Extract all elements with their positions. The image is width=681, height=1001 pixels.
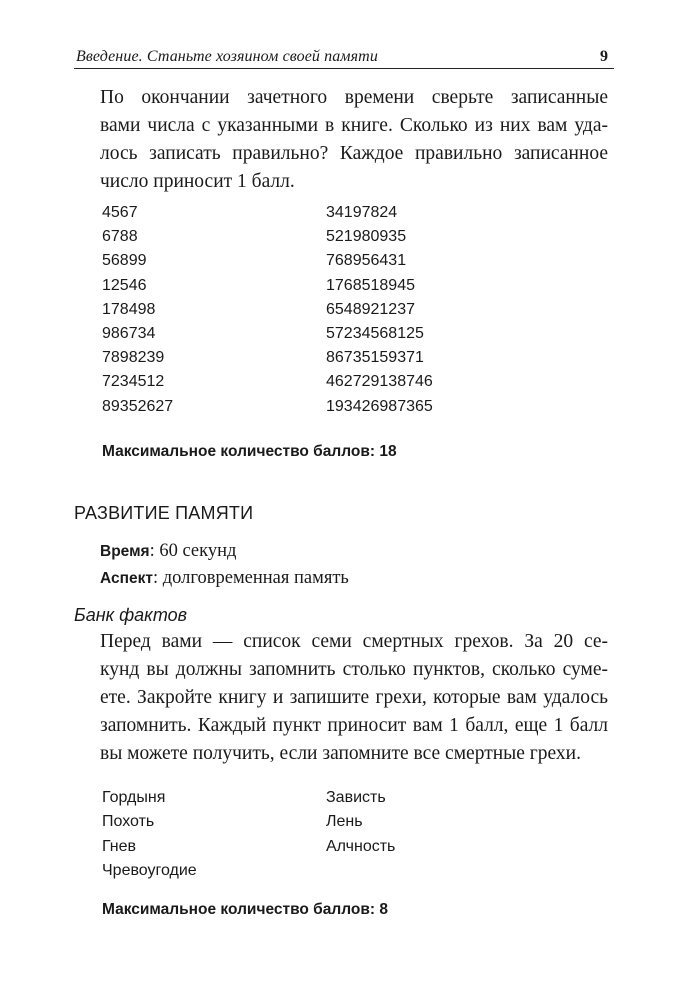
- sin-cell: Алчность: [326, 837, 396, 855]
- number-cell: 6548921237: [326, 300, 415, 318]
- paragraph-line: число приносит 1 балл.: [100, 171, 295, 192]
- sin-cell: Похоть: [102, 813, 155, 831]
- number-cell: 6788: [102, 228, 138, 246]
- sin-cell: Гнев: [102, 837, 136, 855]
- aspect-value: : долговременная память: [152, 568, 349, 588]
- time-value: : 60 секунд: [149, 541, 237, 561]
- number-cell: 57234568125: [326, 324, 424, 342]
- number-cell: 86735159371: [326, 349, 424, 367]
- paragraph-line: запомнить. Каждый пункт приносит вам 1 балл, еще 1 балл: [100, 715, 608, 736]
- table-row: [102, 838, 502, 862]
- number-cell: 986734: [102, 324, 156, 342]
- paragraph-line: вами числа с указанными в книге. Сколько из них вам уда-: [100, 115, 608, 136]
- number-cell: 56899: [102, 252, 147, 270]
- table-row: [102, 813, 502, 837]
- paragraph-line: кунд вы должны запомнить столько пунктов, сколько суме-: [100, 659, 608, 680]
- paragraph-line: По окончании зачетного времени сверьте записанные: [100, 87, 608, 108]
- numbers-table: [102, 204, 502, 422]
- number-cell: 462729138746: [326, 373, 433, 391]
- table-row: [102, 301, 502, 325]
- table-row: [102, 862, 502, 886]
- running-header: [74, 48, 614, 69]
- intro-paragraph: [100, 84, 608, 196]
- paragraph-line: Перед вами — список семи смертных грехов. За 20 се-: [100, 631, 608, 652]
- facts-paragraph: [100, 628, 608, 768]
- max-score-sins: Максимальное количество баллов: 8: [102, 901, 388, 918]
- number-cell: 178498: [102, 300, 156, 318]
- table-row: [102, 789, 502, 813]
- subsection-title: Банк фактов: [74, 605, 188, 625]
- number-cell: 521980935: [326, 228, 407, 246]
- time-line: [100, 540, 236, 562]
- time-label: Время: [100, 543, 150, 560]
- number-cell: 768956431: [326, 252, 407, 270]
- paragraph-line: вы можете получить, если запомните все смертные грехи.: [100, 743, 581, 764]
- sin-cell: Чревоугодие: [102, 861, 197, 879]
- table-row: [102, 277, 502, 301]
- number-cell: 89352627: [102, 397, 174, 415]
- paragraph-line: ете. Закройте книгу и запишите грехи, которые вам удалось: [100, 687, 608, 708]
- number-cell: 1768518945: [326, 276, 415, 294]
- running-title: Введение. Станьте хозяином своей памяти: [76, 48, 378, 65]
- number-cell: 4567: [102, 204, 138, 221]
- sin-cell: Лень: [326, 813, 363, 831]
- sin-cell: Зависть: [326, 789, 386, 806]
- table-row: [102, 398, 502, 422]
- number-cell: 193426987365: [326, 397, 433, 415]
- number-cell: 34197824: [326, 204, 398, 221]
- aspect-label: Аспект: [100, 570, 153, 587]
- table-row: [102, 349, 502, 373]
- max-score-numbers: Максимальное количество баллов: 18: [102, 443, 397, 460]
- number-cell: 7234512: [102, 373, 165, 391]
- table-row: [102, 204, 502, 228]
- table-row: [102, 325, 502, 349]
- table-row: [102, 252, 502, 276]
- number-cell: 7898239: [102, 349, 165, 367]
- sin-cell: Гордыня: [102, 789, 166, 806]
- number-cell: 12546: [102, 276, 147, 294]
- paragraph-line: лось записать правильно? Каждое правильно записанное: [100, 143, 608, 164]
- sins-table: [102, 789, 502, 886]
- page-number: 9: [600, 48, 608, 65]
- table-row: [102, 373, 502, 397]
- aspect-line: [100, 567, 349, 589]
- section-title: РАЗВИТИЕ ПАМЯТИ: [74, 503, 254, 523]
- table-row: [102, 228, 502, 252]
